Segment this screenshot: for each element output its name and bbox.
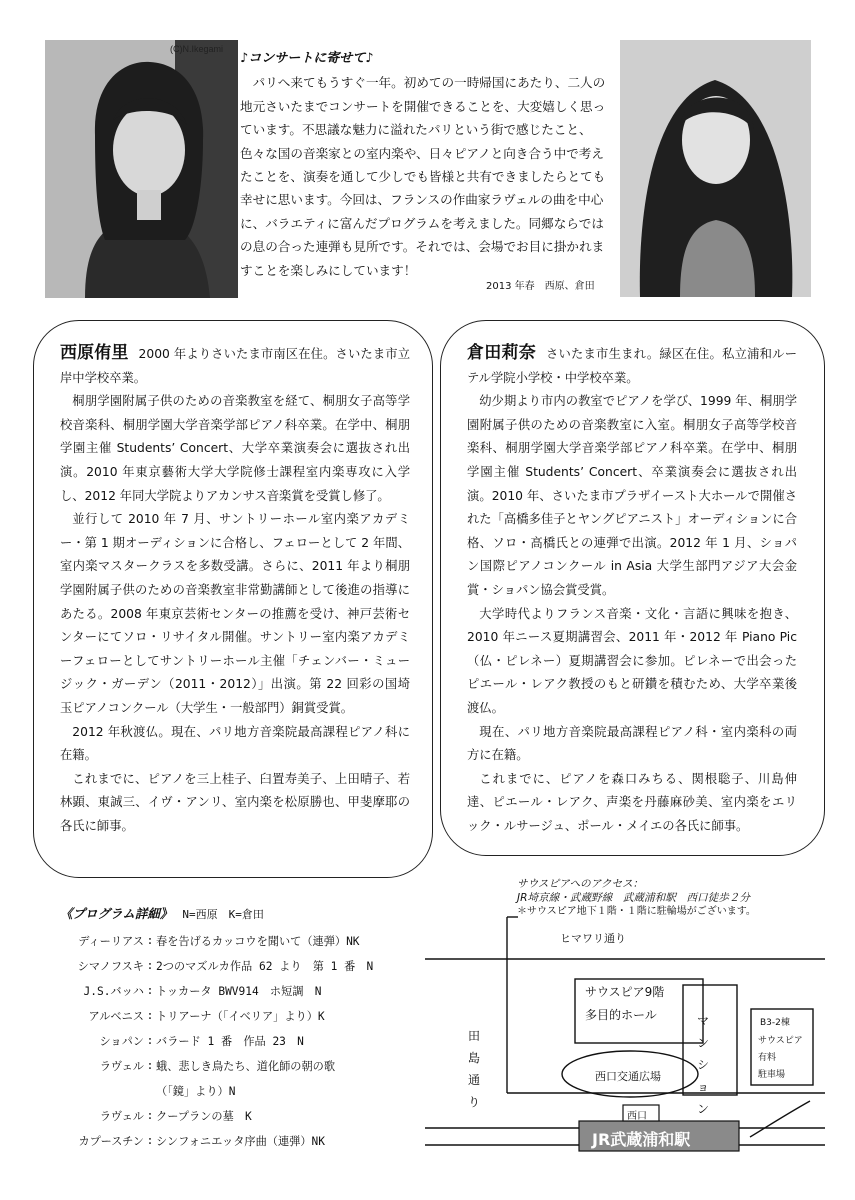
program-item: ラヴェル : クープランの墓 K — [30, 1103, 430, 1128]
photo-credit: (C)N.Ikegami — [170, 44, 224, 54]
program-composer: ラヴェル — [99, 1109, 144, 1123]
map-label-plaza: 西口交通広場 — [595, 1070, 661, 1083]
bio-paragraph: さいたま市生まれ。緑区在住。私立浦和ルーテル学院小学校・中学校卒業。 — [467, 347, 798, 385]
map-label-southpia-hall: 多目的ホール — [585, 1008, 657, 1022]
program-item: ディーリアス : 春を告げるカッコウを聞いて（連弾）NK — [30, 928, 430, 953]
message-title: ♪コンサートに寄せて♪ — [240, 51, 374, 66]
program-item: J.S.バッハ : トッカータ BWV914 ホ短調 N — [30, 978, 430, 1003]
map-label-tajima: 田島通り — [468, 1029, 481, 1109]
program-piece: 春を告げるカッコウを聞いて（連弾）NK — [156, 934, 360, 948]
bio-name: 倉田莉奈 — [467, 343, 536, 363]
program-composer: J.S.バッハ — [83, 984, 144, 998]
portrait-illustration — [45, 40, 238, 298]
map-label-southpia-floor: サウスピア9階 — [585, 985, 665, 999]
program-item: シマノフスキ : 2つのマズルカ作品 62 より 第 1 番 N — [30, 953, 430, 978]
map-label-parking-4: 駐車場 — [758, 1070, 786, 1080]
program-item: ショパン : バラード 1 番 作品 23 N — [30, 1028, 430, 1053]
program-piece: 蛾、悲しき鳥たち、道化師の朝の歌 — [156, 1059, 336, 1073]
access-title: サウスピアへのアクセス： — [517, 878, 644, 890]
program-composer: ディーリアス — [78, 934, 144, 948]
bio-paragraph: これまでに、ピアノを森口みちる、関根聡子、川島伸達、ピエール・レアク、声楽を丹藤麻砂美、室内楽をエリック・ルサージュ、ポール・メイエの各氏に師事。 — [467, 771, 797, 833]
map-label-parking-1: B3-2棟 — [760, 1018, 790, 1028]
bio-paragraph: 2012 年秋渡仏。現在、パリ地方音楽院最高課程ピアノ科に在籍。 — [60, 724, 410, 763]
map-label-station: JR武蔵浦和駅 — [592, 1130, 691, 1149]
portrait-photo-left — [45, 40, 238, 298]
portrait-photo-right — [620, 40, 811, 297]
map-label-parking-3: 有料 — [758, 1053, 777, 1063]
bio-kurata — [467, 342, 797, 838]
message-signature: 2013 年春 西原、倉田 — [486, 281, 595, 292]
program-piece: バラード 1 番 作品 23 N — [156, 1034, 304, 1048]
program-piece: 2つのマズルカ作品 62 より 第 1 番 N — [156, 959, 374, 973]
bio-nishihara — [60, 342, 410, 838]
program-key: N=西原 K=倉田 — [182, 908, 264, 921]
program-item-continued: （「鏡」より）N — [156, 1084, 236, 1098]
bio-paragraph: 大学時代よりフランス音楽・文化・言語に興味を抱き、2010 年ニース夏期講習会、2011 年・2012 年 Piano Pic（仏・ピレネー）夏期講習会に参加。ピレネーで出会ったピエール・レアク教授のもと研鑽を積むため、大学卒業後渡仏。 — [467, 606, 797, 715]
map-label-himawari: ヒマワリ通り — [560, 932, 626, 945]
program-composer: カプースチン — [78, 1134, 144, 1148]
program-item: ラヴェル : 蛾、悲しき鳥たち、道化師の朝の歌 — [30, 1053, 430, 1078]
message-paragraph: パリへ来てもうすぐ一年。初めての一時帰国にあたり、二人の地元さいたまでコンサートを開催できることを、大変嬉しく思っています。不思議な魅力に溢れたパリという街で感じたこと、色々な国の音楽家との室内楽や、日々ピアノと向き合う中で考えたことを、演奏を通して少しでも皆様と共有できましたらとても幸せに思います。今回は、フランスの作曲家ラヴェルの曲を中心に、バラエティに富んだプログラムを考えました。同郷ならではの息の合った連弾も見所です。それでは、会場でお目に掛かれますことを楽しみにしています！ — [240, 75, 606, 278]
program-title: 《プログラム詳細》 N=西原 K=倉田 — [60, 906, 264, 921]
map-label-parking-2: サウスピア — [758, 1036, 803, 1046]
program-piece: クープランの墓 K — [156, 1109, 252, 1123]
access-line: JR埼京線・武蔵野線 武蔵浦和駅 西口徒歩２分 — [517, 892, 750, 904]
program-composer: ショパン — [99, 1034, 144, 1048]
map-label-mansion: マンション — [697, 1014, 710, 1116]
bio-name: 西原侑里 — [60, 343, 129, 363]
program-piece: トリアーナ（「イベリア」より）K — [156, 1009, 325, 1023]
program-item: カプースチン : シンフォニエッタ序曲（連弾）NK — [30, 1128, 430, 1153]
bio-paragraph: 桐朋学園附属子供のための音楽教室を経て、桐朋女子高等学校音楽科、桐朋学園大学音楽学部ピアノ科卒業。在学中、桐朋学園主催 Students’ Concert、大学卒業演奏会に選抜され出演。2010 年東京藝術大学大学院修士課程室内楽専攻に入学し、2012 年同大学院よりアカンサス音楽賞を受賞し修了。 — [60, 394, 410, 503]
concert-message — [240, 47, 612, 282]
portrait-illustration — [620, 40, 811, 297]
bio-paragraph: 2000 年よりさいたま市南区在住。さいたま市立岸中学校卒業。 — [60, 347, 410, 385]
program-composer: ラヴェル — [99, 1059, 144, 1073]
program-item: アルベニス : トリアーナ（「イベリア」より）K — [30, 1003, 430, 1028]
program-composer: シマノフスキ — [77, 959, 144, 973]
access-note: ＊サウスピア地下１階・１階に駐輪場がございます。 — [517, 906, 756, 917]
program-piece: トッカータ BWV914 ホ短調 N — [156, 984, 322, 998]
program-composer: アルベニス — [88, 1009, 144, 1023]
map-label-west-exit: 西口 — [627, 1111, 647, 1122]
bio-paragraph: 現在、パリ地方音楽院最高課程ピアノ科・室内楽科の両方に在籍。 — [467, 724, 797, 763]
program-list — [30, 904, 430, 1153]
program-piece: シンフォニエッタ序曲（連弾）NK — [156, 1134, 326, 1148]
bio-paragraph: これまでに、ピアノを三上桂子、臼置寿美子、上田晴子、若林顕、東誠三、イヴ・アンリ、室内楽を松原勝也、甲斐摩耶の各氏に師事。 — [60, 771, 410, 833]
bio-paragraph: 並行して 2010 年 7 月、サントリーホール室内楽アカデミー・第 1 期オーディションに合格し、フェローとして 2 年間、室内楽マスタークラスを多数受講。さらに、2011 年より桐朋学園附属子供のための音楽教室非常勤講師として後進の指導にあたる。2008 年東京芸術センターの推薦を受け、神戸芸術センターにてソロ・リサイタル開催。サントリー室内楽アカデミーフェローとしてサントリーホール主催「チェンバー・ミュージック・ガーデン（2011・2012）」出演。第 22 回彩の国埼玉ピアノコンクール（大学生・一般部門）銅賞受賞。 — [60, 512, 410, 715]
bio-paragraph: 幼少期より市内の教室でピアノを学び、1999 年、桐朋学園附属子供のための音楽教室に入室。桐朋女子高等学校音楽科、桐朋学園大学音楽学部ピアノ科卒業。在学中、桐朋学園主催 Students’ Concert、卒業演奏会に選抜され出演。2010 年、さいたま市プラザイースト大ホールで開催された「高橋多佳子とヤングピアニスト」オーディションに合格、ソロ・高橋氏との連弾で出演。2012 年 1 月、ショパン国際ピアノコンクール in Asia 大学生部門アジア大会金賞・ショパン協会賞受賞。 — [467, 394, 797, 597]
